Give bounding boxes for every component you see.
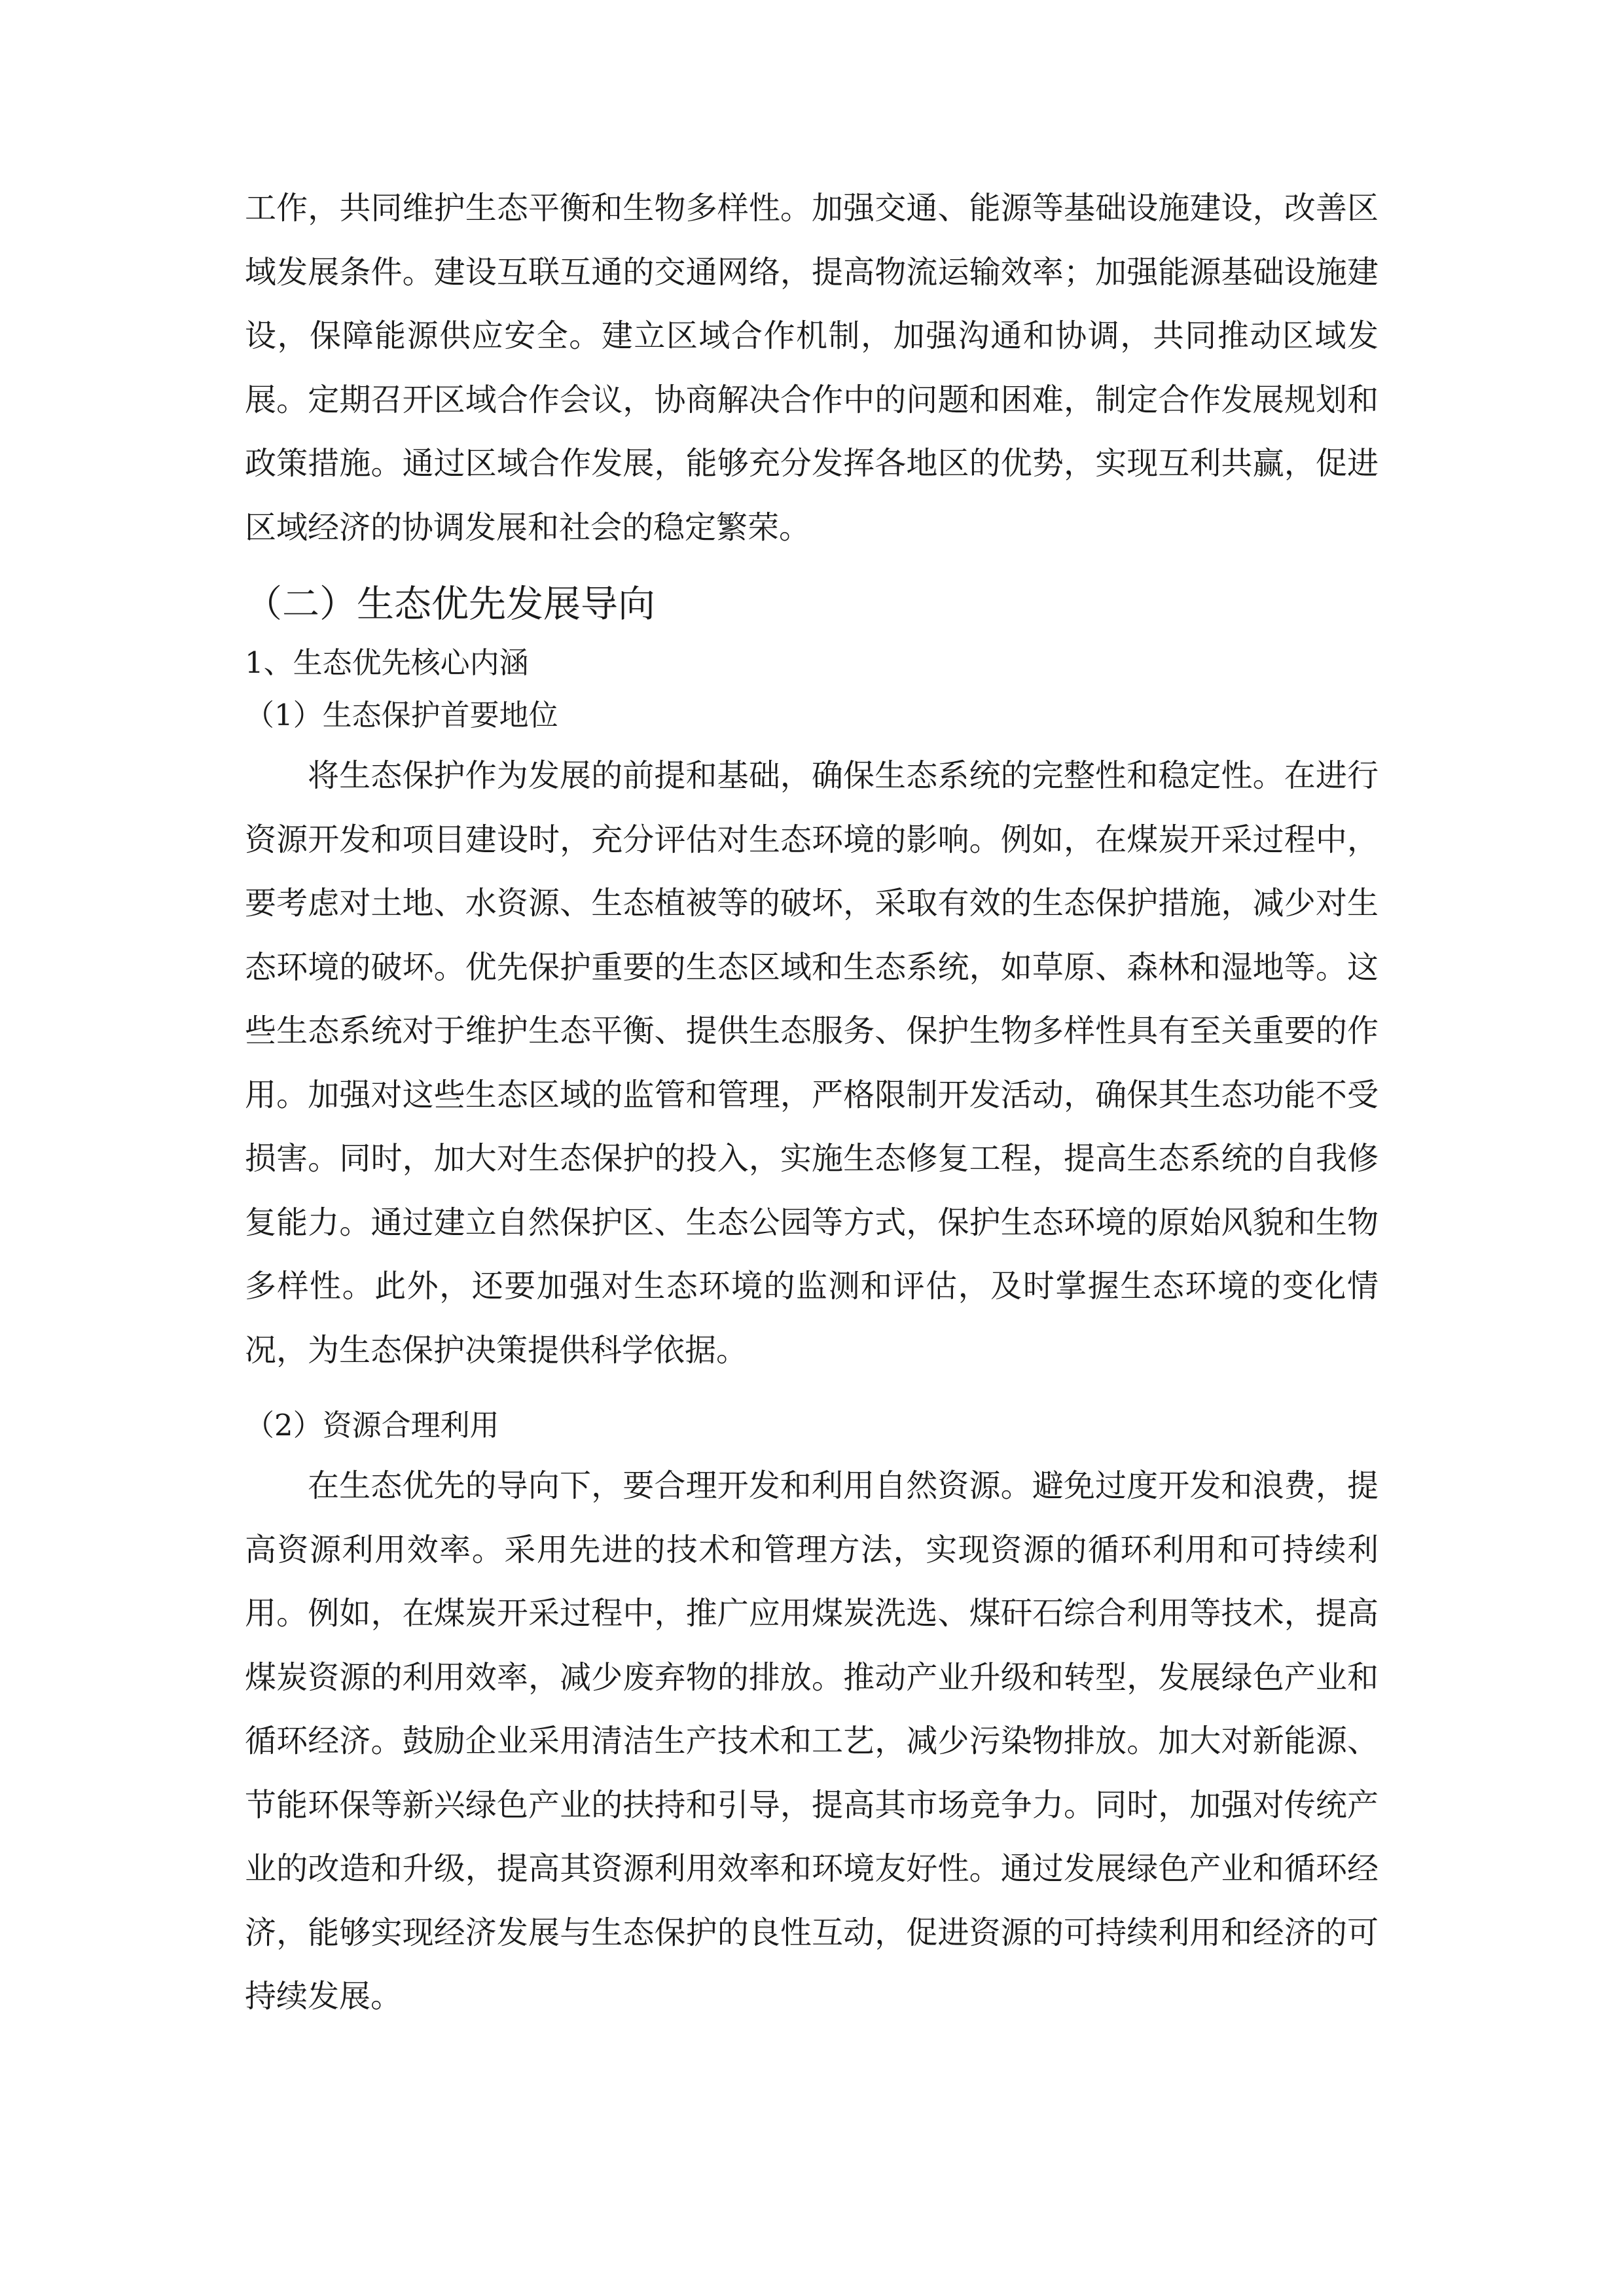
item-body-2: 在生态优先的导向下，要合理开发和利用自然资源。避免过度开发和浪费，提高资源利用效率。采用先进的技术和管理方法，实现资源的循环利用和可持续利用。例如，在煤炭开采过程中，推广应用煤炭洗选、煤矸石综合利用等技术，提高煤炭资源的利用效率，减少废弃物的排放。推动产业升级和转型，发展绿色产业和循环经济。鼓励企业采用清洁生产技术和工艺，减少污染物排放。加大对新能源、节能环保等新兴绿色产业的扶持和引导，提高其市场竞争力。同时，加强对传统产业的改造和升级，提高其资源利用效率和环境友好性。通过发展绿色产业和循环经济，能够实现经济发展与生态保护的良性互动，促进资源的可持续利用和经济的可持续发展。 (245, 1467, 1379, 2015)
document-page (245, 177, 1379, 2029)
continuation-paragraph: 工作，共同维护生态平衡和生物多样性。加强交通、能源等基础设施建设，改善区域发展条件。建设互联互通的交通网络，提高物流运输效率；加强能源基础设施建设，保障能源供应安全。建立区域合作机制，加强沟通和协调，共同推动区域发展。定期召开区域合作会议，协商解决合作中的问题和困难，制定合作发展规划和政策措施。通过区域合作发展，能够充分发挥各地区的优势，实现互利共赢，促进区域经济的协调发展和社会的稳定繁荣。 (245, 190, 1379, 546)
item-body-1: 将生态保护作为发展的前提和基础，确保生态系统的完整性和稳定性。在进行资源开发和项目建设时，充分评估对生态环境的影响。例如，在煤炭开采过程中，要考虑对土地、水资源、生态植被等的破坏，采取有效的生态保护措施，减少对生态环境的破坏。优先保护重要的生态区域和生态系统，如草原、森林和湿地等。这些生态系统对于维护生态平衡、提供生态服务、保护生物多样性具有至关重要的作用。加强对这些生态区域的监管和管理，严格限制开发活动，确保其生态功能不受损害。同时，加大对生态保护的投入，实施生态修复工程，提高生态系统的自我修复能力。通过建立自然保护区、生态公园等方式，保护生态环境的原始风貌和生物多样性。此外，还要加强对生态环境的监测和评估，及时掌握生态环境的变化情况，为生态保护决策提供科学依据。 (245, 757, 1379, 1369)
subsection-title: 1、生态优先核心内涵 (245, 645, 529, 680)
item-heading-2: （2）资源合理利用 (245, 1408, 499, 1443)
item-heading-1: （1）生态保护首要地位 (245, 698, 558, 732)
section-title: （二）生态优先发展导向 (245, 583, 655, 626)
